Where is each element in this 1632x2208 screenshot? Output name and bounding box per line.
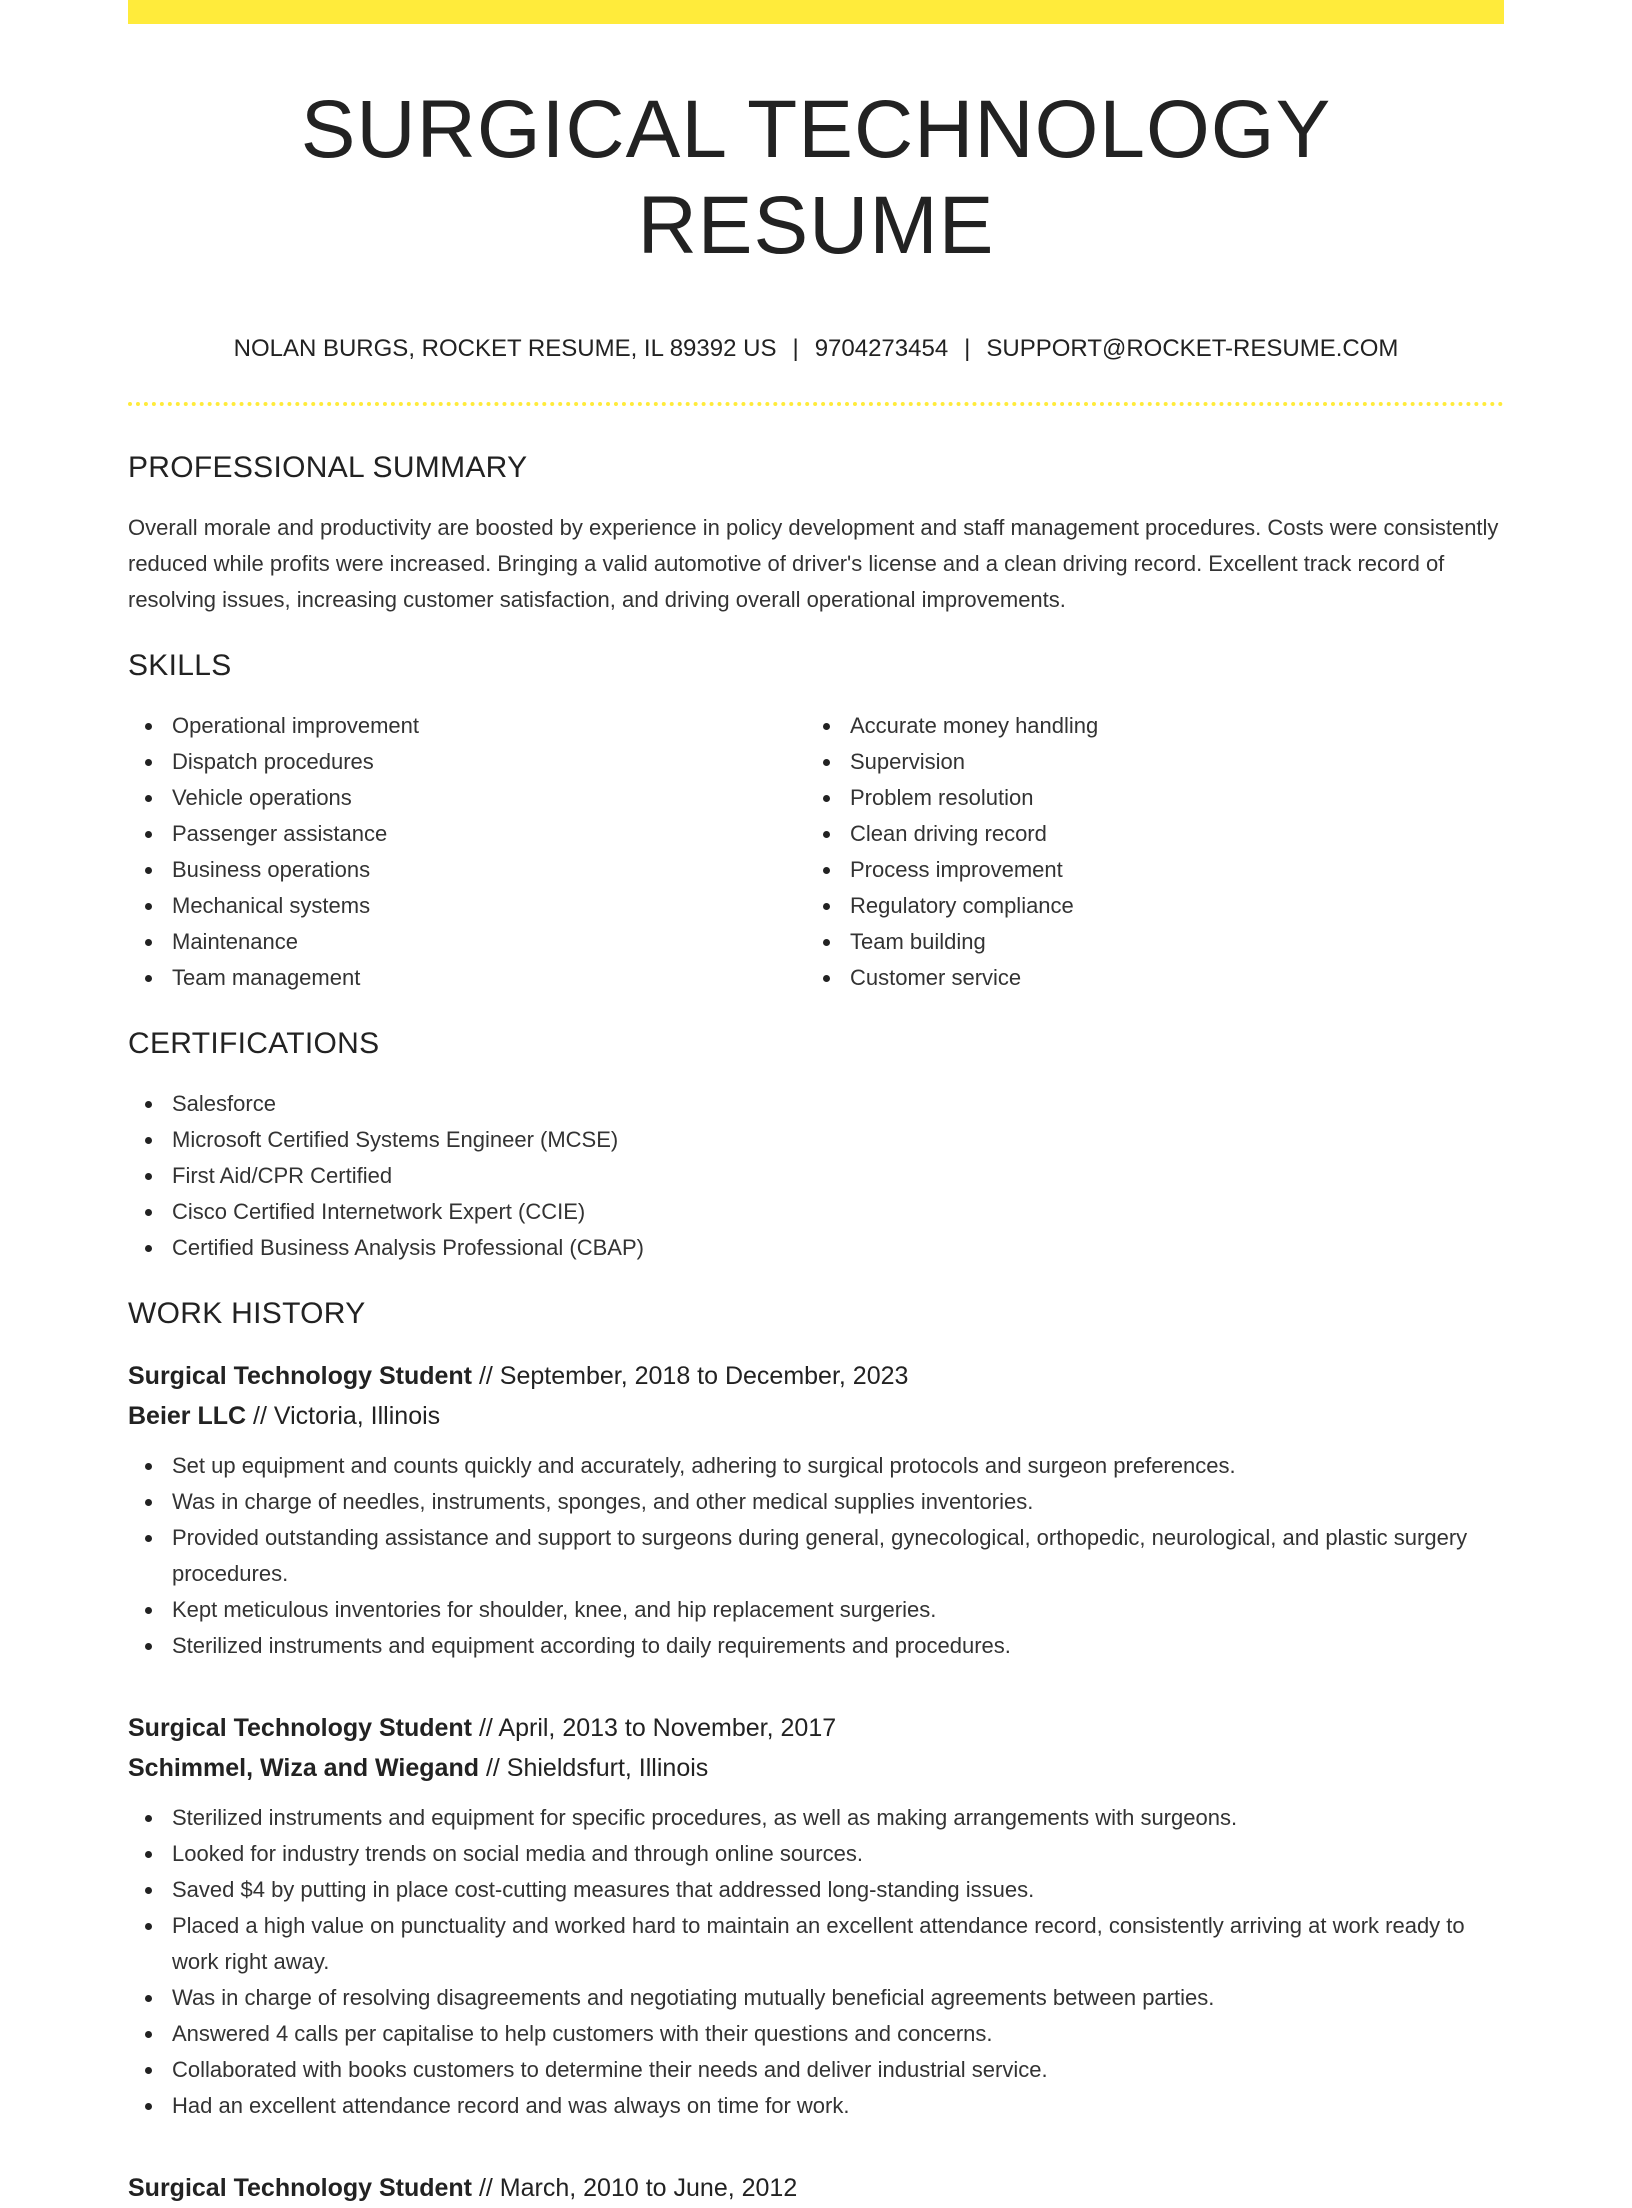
contact-separator: | — [792, 335, 799, 362]
job-entry — [128, 1708, 1504, 2124]
job-duty: Had an excellent attendance record and was always on time for work. — [128, 2088, 1504, 2124]
certifications-heading: CERTIFICATIONS — [128, 1027, 380, 1060]
job-title-line — [128, 2168, 1504, 2208]
job-location: // Shieldsfurt, Illinois — [479, 1754, 709, 1782]
contact-email[interactable]: SUPPORT@ROCKET-RESUME.COM — [986, 335, 1399, 362]
skill-item: Supervision — [806, 744, 1484, 780]
job-company: Beier LLC — [128, 1402, 247, 1430]
job-duty: Was in charge of needles, instruments, sponges, and other medical supplies inventories. — [128, 1484, 1504, 1520]
skill-item: Customer service — [806, 960, 1484, 996]
skill-item: Clean driving record — [806, 816, 1484, 852]
skills-columns — [128, 708, 1504, 996]
job-title: Surgical Technology Student — [128, 2174, 473, 2202]
skill-item: Dispatch procedures — [128, 744, 806, 780]
job-company-line — [128, 1748, 1504, 1788]
contact-address: NOLAN BURGS, ROCKET RESUME, IL 89392 US — [233, 335, 777, 362]
skills-list-left — [128, 708, 806, 996]
certifications-list — [128, 1086, 1504, 1266]
job-duty: Answered 4 calls per capitalise to help customers with their questions and concerns. — [128, 2016, 1504, 2052]
dotted-divider — [128, 402, 1504, 406]
job-duty: Kept meticulous inventories for shoulder, knee, and hip replacement surgeries. — [128, 1592, 1504, 1628]
skill-item: Process improvement — [806, 852, 1484, 888]
job-duty: Sterilized instruments and equipment for specific procedures, as well as making arrangements with surgeons. — [128, 1800, 1504, 1836]
summary-text: Overall morale and productivity are boosted by experience in policy development and staff management procedures. Costs were consistently reduced while profits were increased. Bringing a valid automotive of driver's license and a clean driving record. Excellent track record of resolving issues, increasing customer satisfaction, and driving overall operational improvements. — [128, 515, 1499, 612]
job-title-line — [128, 1356, 1504, 1396]
job-entry — [128, 2168, 1504, 2208]
job-title: Surgical Technology Student — [128, 1714, 473, 1742]
job-dates: // April, 2013 to November, 2017 — [472, 1714, 837, 1742]
job-duty: Set up equipment and counts quickly and accurately, adhering to surgical protocols and surgeon preferences. — [128, 1448, 1504, 1484]
summary-heading: PROFESSIONAL SUMMARY — [128, 451, 528, 484]
skill-item: Team management — [128, 960, 806, 996]
job-dates: // March, 2010 to June, 2012 — [472, 2174, 798, 2202]
certification-item: Cisco Certified Internetwork Expert (CCIE) — [128, 1194, 1504, 1230]
resume-title: SURGICAL TECHNOLOGY RESUME — [300, 84, 1332, 271]
skill-item: Passenger assistance — [128, 816, 806, 852]
job-duty: Saved $4 by putting in place cost-cutting measures that addressed long-standing issues. — [128, 1872, 1504, 1908]
job-duty: Provided outstanding assistance and support to surgeons during general, gynecological, orthopedic, neurological, and plastic surgery procedures. — [128, 1520, 1504, 1592]
job-duties-list — [128, 1800, 1504, 2124]
job-duty: Placed a high value on punctuality and worked hard to maintain an excellent attendance record, consistently arriving at work ready to work right away. — [128, 1908, 1504, 1980]
skill-item: Operational improvement — [128, 708, 806, 744]
skills-heading: SKILLS — [128, 649, 232, 682]
skill-item: Problem resolution — [806, 780, 1484, 816]
skill-item: Business operations — [128, 852, 806, 888]
job-duties-list — [128, 1448, 1504, 1664]
job-duty: Looked for industry trends on social media and through online sources. — [128, 1836, 1504, 1872]
job-entry — [128, 1356, 1504, 1664]
certification-item: Salesforce — [128, 1086, 1504, 1122]
skill-item: Team building — [806, 924, 1484, 960]
skill-item: Mechanical systems — [128, 888, 806, 924]
contact-phone[interactable]: 9704273454 — [814, 335, 949, 362]
skill-item: Maintenance — [128, 924, 806, 960]
skills-list-right — [806, 708, 1484, 996]
job-dates: // September, 2018 to December, 2023 — [472, 1362, 909, 1390]
certification-item: Microsoft Certified Systems Engineer (MCSE) — [128, 1122, 1504, 1158]
job-duty: Collaborated with books customers to determine their needs and deliver industrial service. — [128, 2052, 1504, 2088]
certification-item: Certified Business Analysis Professional (CBAP) — [128, 1230, 1504, 1266]
contact-separator: | — [964, 335, 971, 362]
job-title: Surgical Technology Student — [128, 1362, 473, 1390]
job-location: // Victoria, Illinois — [246, 1402, 441, 1430]
job-duty: Was in charge of resolving disagreements and negotiating mutually beneficial agreements between parties. — [128, 1980, 1504, 2016]
job-company: Schimmel, Wiza and Wiegand — [128, 1754, 480, 1782]
job-company-line — [128, 1396, 1504, 1436]
contact-line — [128, 334, 1504, 364]
accent-top-bar — [128, 0, 1504, 24]
skill-item: Vehicle operations — [128, 780, 806, 816]
job-title-line — [128, 1708, 1504, 1748]
work-history-heading: WORK HISTORY — [128, 1297, 366, 1330]
skill-item: Regulatory compliance — [806, 888, 1484, 924]
skill-item: Accurate money handling — [806, 708, 1484, 744]
job-duty: Sterilized instruments and equipment according to daily requirements and procedures. — [128, 1628, 1504, 1664]
certification-item: First Aid/CPR Certified — [128, 1158, 1504, 1194]
resume-page — [128, 0, 1504, 2208]
